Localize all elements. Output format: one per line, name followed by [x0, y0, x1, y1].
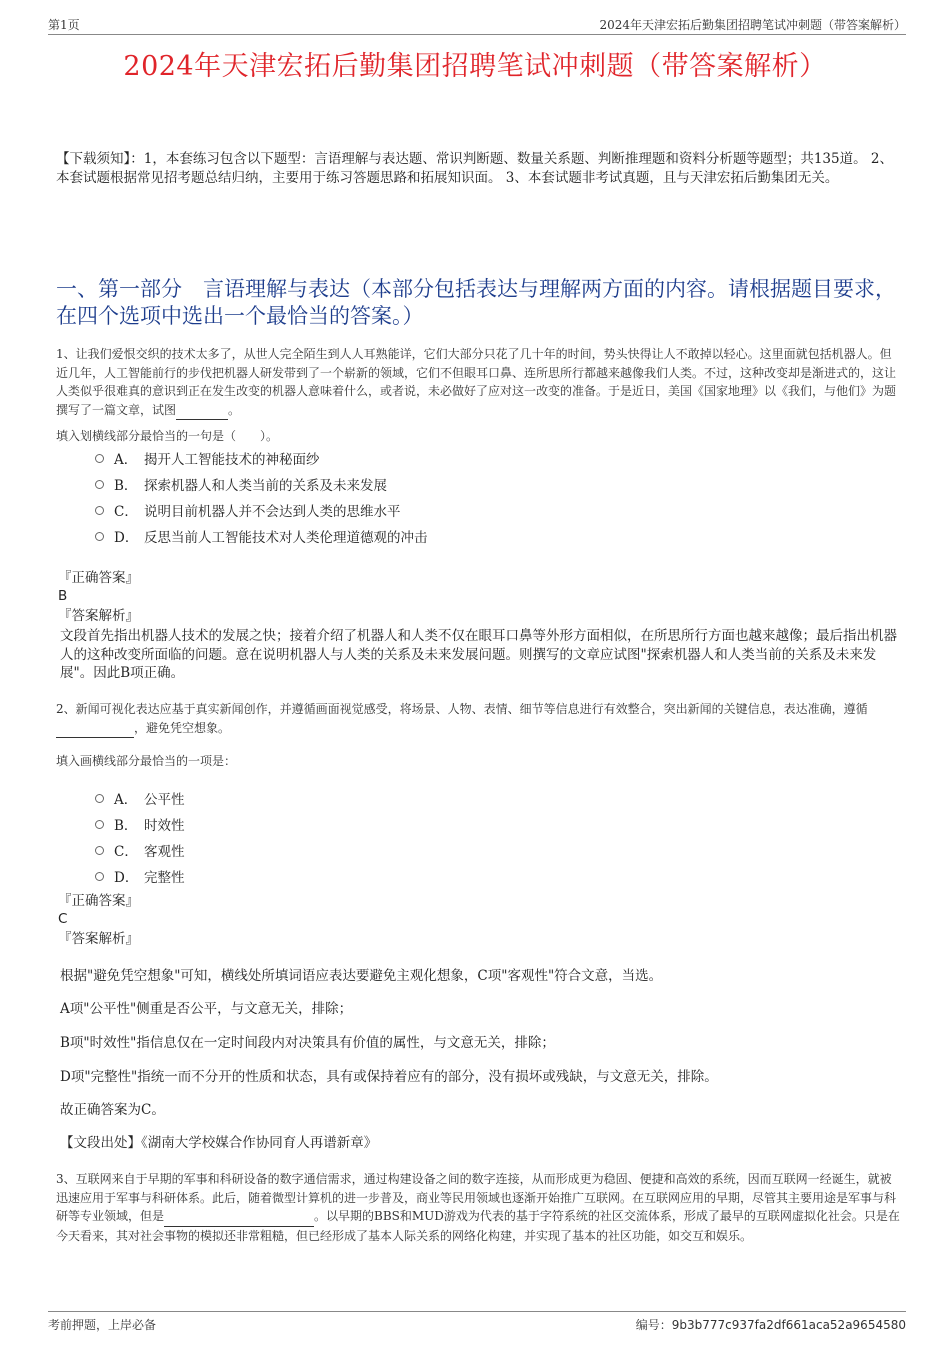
- question-2-explanation-line: B项"时效性"指信息仅在一定时间段内对决策具有价值的属性，与文意无关，排除；: [60, 1035, 555, 1051]
- question-2-source: 【文段出处】《湖南大学校媒合作协同育人再谱新章》: [60, 1135, 378, 1151]
- answer-heading: 『正确答案』: [58, 893, 139, 909]
- question-1-text: [56, 345, 902, 420]
- answer-heading: 『正确答案』: [58, 570, 139, 586]
- question-2-option-d[interactable]: D． 完整性: [95, 863, 185, 889]
- question-2-option-a[interactable]: A． 公平性: [95, 785, 185, 811]
- radio-icon[interactable]: [95, 506, 104, 515]
- question-3-text: [56, 1170, 902, 1245]
- explanation-heading: 『答案解析』: [58, 608, 139, 624]
- question-3-stem-end: 。以早期的BBS和MUD游戏为代表的基于字符系统的社区交流体系，形成了最早的互联网虚拟化社会。只是在今天看来，其对社会事物的模拟还非常粗糙，但已经形成了基本人际关系的网络化构建，并实现了基本的社区功能，如交互和娱乐。: [56, 1209, 900, 1243]
- question-1-option-d[interactable]: D． 反思当前人工智能技术对人类伦理道德观的冲击: [95, 523, 428, 549]
- question-2-stem: 2、新闻可视化表达应基于真实新闻创作，并遵循画面视觉感受，将场景、人物、表情、细节等信息进行有效整合，突出新闻的关键信息，表达准确，遵循: [56, 702, 868, 716]
- page-title: 2024年天津宏拓后勤集团招聘笔试冲刺题（带答案解析）: [123, 51, 827, 82]
- footer-code: 编号：9b3b777c937fa2df661aca52a9654580: [635, 1318, 906, 1332]
- question-2-explanation-line: 故正确答案为C。: [60, 1102, 165, 1118]
- question-2-options: [95, 785, 185, 889]
- question-1-stem-end: 。: [228, 402, 241, 417]
- page-footer: [48, 1311, 906, 1334]
- question-1-blank: [176, 401, 228, 421]
- question-2-option-b[interactable]: B． 时效性: [95, 811, 185, 837]
- page-header: [48, 14, 906, 35]
- question-1-options: [95, 445, 428, 549]
- question-2-text: [56, 700, 902, 738]
- question-1-option-a[interactable]: A． 揭开人工智能技术的神秘面纱: [95, 445, 428, 471]
- question-2-prompt: 填入画横线部分最恰当的一项是：: [56, 754, 237, 768]
- answer-value: C: [58, 911, 68, 927]
- question-1-option-b[interactable]: B． 探索机器人和人类当前的关系及未来发展: [95, 471, 428, 497]
- explanation-heading: 『答案解析』: [58, 931, 139, 947]
- question-1-prompt: 填入划横线部分最恰当的一句是（ ）。: [56, 429, 279, 443]
- question-2-blank: [56, 719, 134, 739]
- question-2-answer: [58, 892, 904, 948]
- question-3-blank: [164, 1207, 314, 1227]
- question-2-stem-end: ，避免凭空想象。: [134, 720, 231, 735]
- question-2-explanation-line: D项"完整性"指统一而不分开的性质和状态，具有或保持着应有的部分，没有损坏或残缺，与文意无关，排除。: [60, 1069, 718, 1085]
- question-3-stem: 3、互联网来自于早期的军事和科研设备的数字通信需求，通过构建设备之间的数字连接，从而形成更为稳固、便捷和高效的系统，因而互联网一经诞生，就被迅速应用于军事与科研体系。此后，随着微型计算机的进一步普及，商业等民用领域也逐渐开始推广互联网。在互联网应用的早期，尽管其主要用途是军事与科研等专业领域，但是: [56, 1172, 897, 1223]
- question-1-answer: [58, 569, 904, 625]
- radio-icon[interactable]: [95, 846, 104, 855]
- download-notice: 【下载须知】：1，本套练习包含以下题型：言语理解与表达题、常识判断题、数量关系题、判断推理题和资料分析题等题型；共135道。 2、本套试题根据常见招考题总结归纳，主要用于练习答题思路和拓展知识面。 3、本套试题非考试真题，且与天津宏拓后勤集团无关。: [56, 151, 893, 186]
- header-doc-title: 2024年天津宏拓后勤集团招聘笔试冲刺题（带答案解析）: [599, 18, 906, 32]
- question-1-option-c[interactable]: C． 说明目前机器人并不会达到人类的思维水平: [95, 497, 428, 523]
- radio-icon[interactable]: [95, 532, 104, 541]
- section-heading: 一、第一部分 言语理解与表达（本部分包括表达与理解两方面的内容。请根据题目要求，在四个选项中选出一个最恰当的答案。）: [56, 277, 896, 328]
- question-1-stem: 1、让我们爱恨交织的技术太多了，从世人完全陌生到人人耳熟能详，它们大部分只花了几十年的时间，势头快得让人不敢掉以轻心。这里面就包括机器人。但近几年，人工智能前行的步伐把机器人研发带到了一个崭新的领域，它们不但眼耳口鼻、连所思所行都越来越像我们人类。不过，这种改变却是渐进式的，这让人类似乎很难真的意识到正在发生改变的机器人意味着什么，或者说，未必做好了应对这一改变的准备。于是近日，美国《国家地理》以《我们，与他们》为题撰写了一篇文章，试图: [56, 347, 897, 417]
- radio-icon[interactable]: [95, 820, 104, 829]
- question-2-explanation-line: A项"公平性"侧重是否公平，与文意无关，排除；: [60, 1001, 353, 1017]
- radio-icon[interactable]: [95, 454, 104, 463]
- footer-slogan: 考前押题，上岸必备: [48, 1318, 157, 1332]
- question-1-explanation: 文段首先指出机器人技术的发展之快；接着介绍了机器人和人类不仅在眼耳口鼻等外形方面相似，在所思所行方面也越来越像；最后指出机器人的这种改变所面临的问题。意在说明机器人与人类的关系及未来发展问题。则撰写的文章应试图"探索机器人和人类当前的关系及未来发展"。因此B项正确。: [60, 628, 897, 681]
- answer-value: B: [58, 588, 68, 604]
- radio-icon[interactable]: [95, 480, 104, 489]
- radio-icon[interactable]: [95, 872, 104, 881]
- radio-icon[interactable]: [95, 794, 104, 803]
- question-2-explanation-line: 根据"避免凭空想象"可知，横线处所填词语应表达要避免主观化想象，C项"客观性"符合文意，当选。: [60, 968, 663, 984]
- question-2-option-c[interactable]: C． 客观性: [95, 837, 185, 863]
- page-number: 第1页: [48, 18, 80, 32]
